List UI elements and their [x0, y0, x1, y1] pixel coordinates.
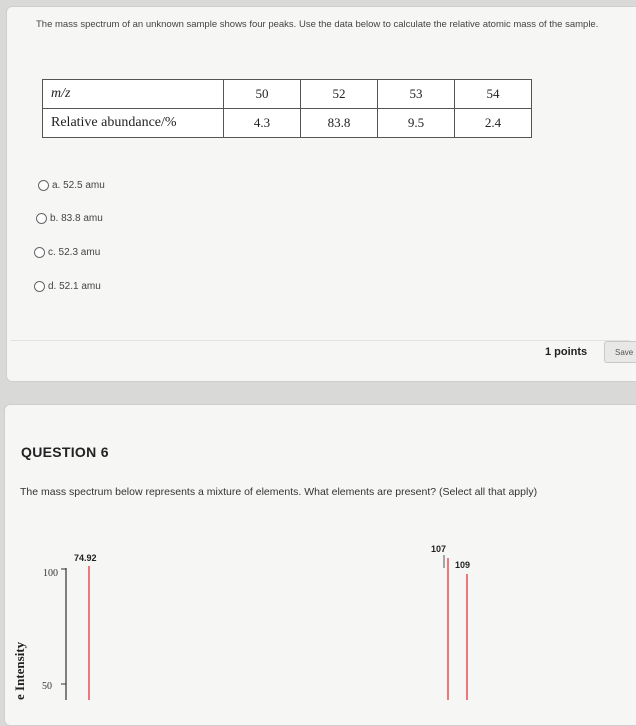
peak-label-109: 109	[455, 560, 471, 570]
table-row	[43, 80, 532, 109]
mass-data-table	[42, 79, 532, 138]
table-header-abundance: Relative abundance/%	[43, 109, 224, 138]
y-tick-label-100: 100	[43, 568, 58, 579]
option-label: a. 52.5 amu	[52, 180, 105, 191]
answer-option-b[interactable]	[36, 213, 103, 224]
table-cell: 9.5	[378, 109, 455, 138]
question-5-text: The mass spectrum of an unknown sample shows four peaks. Use the data below to calculate the relative atomic mass of the sample.	[36, 19, 599, 30]
table-cell: 52	[301, 80, 378, 109]
peak-label-74-92: 74.92	[74, 553, 97, 563]
table-cell: 50	[224, 80, 301, 109]
question-5-card	[6, 6, 636, 382]
radio-button-a[interactable]	[38, 180, 49, 191]
option-label: d. 52.1 amu	[48, 281, 101, 292]
radio-button-b[interactable]	[36, 213, 47, 224]
table-cell: 54	[455, 80, 532, 109]
question-6-title: QUESTION 6	[21, 444, 109, 460]
option-label: b. 83.8 amu	[50, 213, 103, 224]
table-cell: 2.4	[455, 109, 532, 138]
divider	[10, 340, 630, 341]
radio-button-d[interactable]	[34, 281, 45, 292]
answer-option-a[interactable]	[38, 180, 105, 191]
points-label: 1 points	[545, 346, 588, 358]
peak-label-107: 107	[431, 544, 447, 554]
option-label: c. 52.3 amu	[48, 247, 101, 258]
mass-spectrum-figure	[0, 540, 636, 700]
y-axis-label: e Intensity	[12, 641, 27, 700]
table-cell: 53	[378, 80, 455, 109]
question-6-text: The mass spectrum below represents a mixture of elements. What elements are present? (Select all that apply)	[20, 486, 538, 498]
table-header-mz: m/z	[43, 80, 224, 109]
radio-button-c[interactable]	[34, 247, 45, 258]
y-tick-label-50: 50	[42, 681, 52, 692]
answer-option-d[interactable]	[34, 281, 101, 292]
table-cell: 4.3	[224, 109, 301, 138]
table-cell: 83.8	[301, 109, 378, 138]
table-row	[43, 109, 532, 138]
save-answer-button[interactable]: Save	[604, 341, 636, 363]
answer-option-c[interactable]	[34, 247, 100, 258]
